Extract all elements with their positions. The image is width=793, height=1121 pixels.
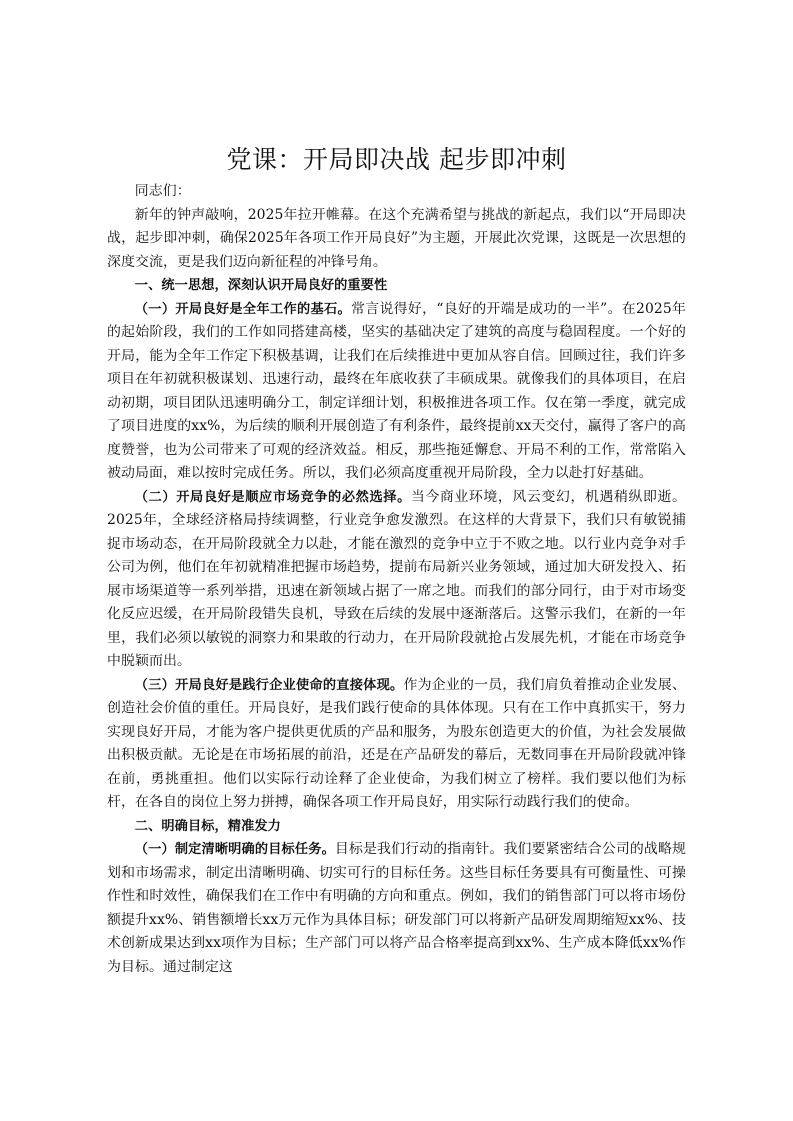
paragraph-lead: （一）开局良好是全年工作的基石。	[134, 301, 352, 317]
paragraph	[107, 486, 686, 674]
section-heading-2-text: 二、明确目标，精准发力	[134, 818, 281, 834]
section-heading-1	[107, 274, 686, 298]
greeting: 同志们：	[134, 183, 191, 199]
paragraph	[107, 298, 686, 486]
paragraph-lead: （三）开局良好是践行企业使命的直接体现。	[134, 677, 404, 693]
paragraph-body: 常言说得好，“良好的开端是成功的一半”。在2025年的起始阶段，我们的工作如同搭建高楼，坚实的基础决定了建筑的高度与稳固程度。一个好的开局，能为全年工作定下积极基调，让我们在后续推进中更加从容自信。回顾过往，我们许多项目在年初就积极谋划、迅速行动，最终在年底收获了丰硕成果。就像我们的具体项目，在启动初期，项目团队迅速明确分工，制定详细计划，积极推进各项工作。仅在第一季度，就完成了项目进度的xx%，为后续的顺利开展创造了有利条件，最终提前xx天交付，赢得了客户的高度赞誉，也为公司带来了可观的经济效益。相反，那些拖延懈怠、开局不利的工作，常常陷入被动局面，难以按时完成任务。所以，我们必须高度重视开局阶段，全力以赴打好基础。	[107, 300, 686, 481]
paragraph	[107, 674, 686, 815]
paragraph	[107, 838, 686, 979]
paragraph-lead: （一）制定清晰明确的目标任务。	[134, 842, 335, 857]
page-title: 党课：开局即决战 起步即冲刺	[226, 145, 567, 174]
paragraph-lead: （二）开局良好是顺应市场竞争的必然选择。	[134, 489, 411, 505]
document-body	[107, 140, 686, 979]
paragraph-body: 目标是我们行动的指南针。我们要紧密结合公司的战略规划和市场需求，制定出清晰明确、切实可行的目标任务。这些目标任务要具有可衡量性、可操作性和时效性，确保我们在工作中有明确的方向和重点。例如，我们的销售部门可以将市场份额提升xx%、销售额增长xx万元作为具体目标；研发部门可以将新产品研发周期缩短xx%、技术创新成果达到xx项作为目标；生产部门可以将产品合格率提高到xx%、生产成本降低xx%作为目标。通过制定这	[107, 841, 686, 975]
section-heading-1-text: 一、统一思想，深刻认识开局良好的重要性	[134, 278, 388, 293]
paragraph-body: 作为企业的一员，我们肩负着推动企业发展、创造社会价值的重任。开局良好，是我们践行使命的具体体现。只有在工作中真抓实干，努力实现良好开局，才能为客户提供更优质的产品和服务，为股东创造更大的价值，为社会发展做出积极贡献。无论是在市场拓展的前沿，还是在产品研发的幕后，无数同事在开局阶段就冲锋在前，勇挑重担。他们以实际行动诠释了企业使命，为我们树立了榜样。我们要以他们为标杆，在各自的岗位上努力拼搏，确保各项工作开局良好，用实际行动践行我们的使命。	[107, 676, 686, 810]
intro-paragraph: 新年的钟声敲响，2025年拉开帷幕。在这个充满希望与挑战的新起点，我们以“开局即决战，起步即冲刺，确保2025年各项工作开局良好”为主题，开展此次党课，这既是一次思想的深度交流，更是我们迈向新征程的冲锋号角。	[107, 206, 686, 270]
section-heading-2	[107, 815, 686, 839]
paragraph-body: 当今商业环境，风云变幻，机遇稍纵即逝。2025年，全球经济格局持续调整，行业竞争愈发激烈。在这样的大背景下，我们只有敏锐捕捉市场动态，在开局阶段就全力以赴，才能在激烈的竞争中立于不败之地。以行业内竞争对手公司为例，他们在年初就精准把握市场趋势，提前布局新兴业务领域，通过加大研发投入、拓展市场渠道等一系列举措，迅速在新领域占据了一席之地。而我们的部分同行，由于对市场变化反应迟缓，在开局阶段错失良机，导致在后续的发展中逐渐落后。这警示我们，在新的一年里，我们必须以敏锐的洞察力和果敢的行动力，在开局阶段就抢占发展先机，才能在市场竞争中脱颖而出。	[107, 488, 686, 669]
